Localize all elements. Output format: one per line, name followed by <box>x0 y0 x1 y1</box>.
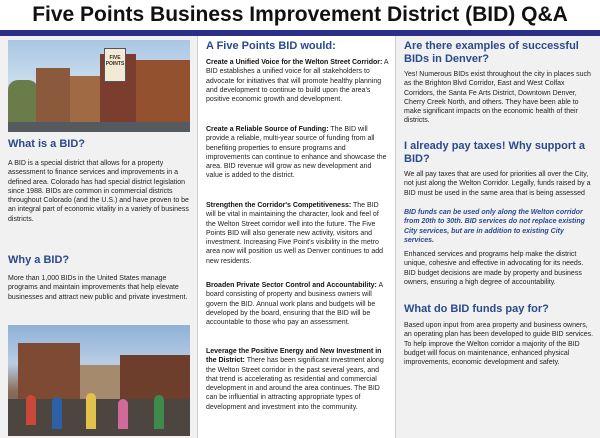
taxes-emphasis: BID funds can be used only along the Welton corridor from 20th to 30th. BID services do not replace existing City services, but are in addition to existing City services. <box>404 209 585 244</box>
what-is-bid-text: A BID is a special district that allows for a property assessment to finance services and improvements in a defined area. Colorado has had special district legislation since 1988. BIDs are common in commercial districts throughout Colorado (and the U.S.) and have proven to be an integral part of economic vitality in a variety of business districts. <box>8 160 189 223</box>
right-column <box>396 36 600 438</box>
bid-would-heading: A Five Points BID would: <box>206 40 336 52</box>
examples-text: Yes! Numerous BIDs exist throughout the city in places such as the Brighton Blvd Corridor, East and West Colfax Corridors, the Santa Fe Arts District, Downtown Denver, Cherry Creek North, and others. They have been able to make significant impacts on the economic health of their districts. <box>404 71 591 125</box>
left-column <box>0 36 198 438</box>
what-is-bid-heading: What is a BID? <box>8 138 86 150</box>
bid-would-item-2: Create a Reliable Source of Funding: The BID will provide a reliable, multi-year source of funding from all benefiting properties to ensure programs and improvements can continue to enhance and showcase the area. BID revenue will grow as new development and value is added to the district. <box>206 126 387 180</box>
bid-would-item-3: Strengthen the Corridor's Competitiveness: The BID will be vital in maintaining the character, look and feel of the Welton Street corridor well into the future. The Five Points BID will also generate new activity, visitors and investment. Increasing Five Point's visibility in the metro area now will position us well as Denver continues to add new residents. <box>206 202 384 265</box>
bid-would-item-5: Leverage the Positive Energy and New Investment in the District: There has been significant investment along the Welton Street corridor in the past several years, and that trend is accelerating as residential and commercial development in and around the area continues. The BID can be influential in attracting appropriate types of development and investment into the community. <box>206 348 384 411</box>
examples-heading: Are there examples of successful BIDs in Denver? <box>404 40 579 65</box>
why-bid-heading: Why a BID? <box>8 254 70 266</box>
taxes-text-2: Enhanced services and programs help make the district unique, cohesive and effective in advocating for its needs. BID budget decisions are made by property and business owners, ensuring a high degree of accountability. <box>404 251 584 286</box>
taxes-text: We all pay taxes that are used for priorities all over the City, not just along the Welton Corridor. Legally, funds raised by a BID must be used in the same area that is being assessed <box>404 171 591 197</box>
taxes-heading: I already pay taxes! Why support a BID? <box>404 140 585 165</box>
middle-column <box>198 36 396 438</box>
five-points-sign: FIVE POINTS <box>104 48 126 82</box>
funds-heading: What do BID funds pay for? <box>404 303 549 315</box>
bid-would-item-4: Broaden Private Sector Control and Accountability: A board consisting of property and business owners will govern the BID. Annual work plans and budgets will be developed by the board, ensuring that the BID will be accountable to those who pay an assessment. <box>206 282 383 327</box>
street-photo-top <box>8 40 190 132</box>
street-festival-photo <box>8 325 190 436</box>
funds-text: Based upon input from area property and business owners, an operating plan has been developed to guide BID services. To help improve the Welton corridor a majority of the BID budget will focus on maintenance, enhanced physical improvements, economic development and safety. <box>404 322 594 367</box>
bid-would-item-1: Create a Unified Voice for the Welton Street Corridor: A BID establishes a unified voice for all stakeholders to advocate for initiatives that will promote healthy planning and development to continue to build upon the area's positive economic growth and development. <box>206 59 389 104</box>
document-title: Five Points Business Improvement District (BID) Q&A <box>32 3 568 26</box>
why-bid-text: More than 1,000 BIDs in the United States manage programs and maintain improvements that help elevate businesses and attract new public and private investment. <box>8 275 188 301</box>
